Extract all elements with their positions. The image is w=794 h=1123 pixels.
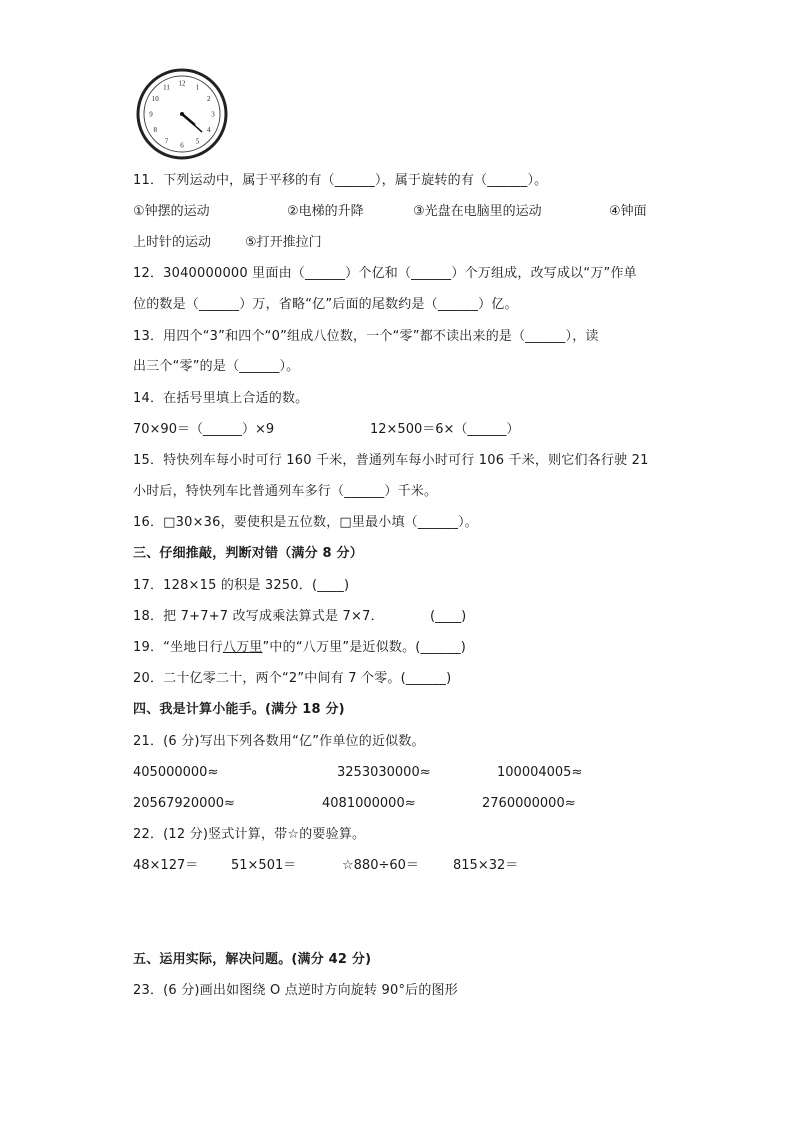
clock-number-3: 3 [211,110,215,119]
clock-number-4: 4 [207,126,211,134]
question-11-stem: 11．下列运动中，属于平移的有（______），属于旋转的有（______）。 [133,173,548,188]
q21-item-6: 2760000000≈ [482,796,576,811]
q21-item-5: 4081000000≈ [322,796,416,811]
q14-equation-2: 12×500＝6×（______） [370,422,520,437]
clock-number-5: 5 [195,137,200,146]
clock-number-12: 12 [178,79,186,88]
section-3-title: 三、仔细推敲，判断对错（满分 8 分） [133,546,363,561]
section-5-title: 五、运用实际，解决问题。(满分 42 分) [133,952,372,967]
question-22-stem: 22．(12 分)竖式计算，带☆的要验算。 [133,827,366,842]
question-13-line-1: 13．用四个“3”和四个“0”组成八位数，一个“零”都不读出来的是（______），读 [133,329,599,344]
q21-item-3: 100004005≈ [497,765,583,780]
q19-post: ”中的“八万里”是近似数。(______) [262,640,467,655]
clock-number-2: 2 [207,95,211,103]
q22-item-1: 48×127＝ [133,858,199,873]
q22-item-4: 815×32＝ [453,858,519,873]
question-21-stem: 21．(6 分)写出下列各数用“亿”作单位的近似数。 [133,734,425,749]
question-12-line-2: 位的数是（______）万，省略“亿”后面的尾数约是（______）亿。 [133,297,518,312]
question-18: 18．把 7+7+7 改写成乘法算式是 7×7． [133,609,384,624]
clock-number-10: 10 [151,95,159,103]
question-14-stem: 14．在括号里填上合适的数。 [133,391,309,406]
section-4-title: 四、我是计算小能手。(满分 18 分) [133,702,345,717]
question-23: 23．(6 分)画出如图绕 O 点逆时方向旋转 90°后的图形 [133,983,458,998]
q19-underlined: 八万里 [222,640,263,655]
q21-item-2: 3253030000≈ [337,765,431,780]
question-13-line-2: 出三个“零”的是（______）。 [133,359,300,374]
clock-number-8: 8 [153,126,157,134]
question-20: 20．二十亿零二十，两个“2”中间有 7 个零。(______) [133,671,452,686]
clock-number-1: 1 [195,83,200,92]
clock-minute-hand [182,114,202,132]
q21-item-1: 405000000≈ [133,765,219,780]
question-19 [133,639,466,657]
q14-equation-1: 70×90＝（______）×9 [133,422,275,437]
q11-option-4: ④钟面 [609,204,647,219]
clock-number-7: 7 [164,137,169,146]
q22-item-3: ☆880÷60＝ [342,858,419,873]
question-15-line-1: 15．特快列车每小时可行 160 千米，普通列车每小时可行 106 千米，则它们各行驶 21 [133,453,649,468]
q19-pre: 19．“坐地日行 [133,640,223,655]
clock-figure [135,67,229,161]
question-16: 16．□30×36，要使积是五位数，□里最小填（______）。 [133,515,478,530]
clock-number-11: 11 [163,83,170,92]
q11-option-2: ②电梯的升降 [287,204,364,219]
question-18-blank: (____) [430,609,467,624]
q11-option-1: ①钟摆的运动 [133,204,210,219]
clock-center [180,112,184,116]
q22-item-2: 51×501＝ [231,858,297,873]
q11-option-3: ③光盘在电脑里的运动 [413,204,542,219]
question-17: 17．128×15 的积是 3250．(____) [133,578,350,593]
q21-item-4: 20567920000≈ [133,796,235,811]
clock-number-6: 6 [180,141,184,150]
q11-option-4-cont: 上时针的运动 [133,235,212,250]
question-12-line-1: 12．3040000000 里面由（______）个亿和（______）个万组成，改写成以“万”作单 [133,266,637,281]
q11-option-5: ⑤打开推拉门 [245,235,322,250]
clock-number-9: 9 [149,110,153,119]
question-15-line-2: 小时后，特快列车比普通列车多行（______）千米。 [133,484,438,499]
